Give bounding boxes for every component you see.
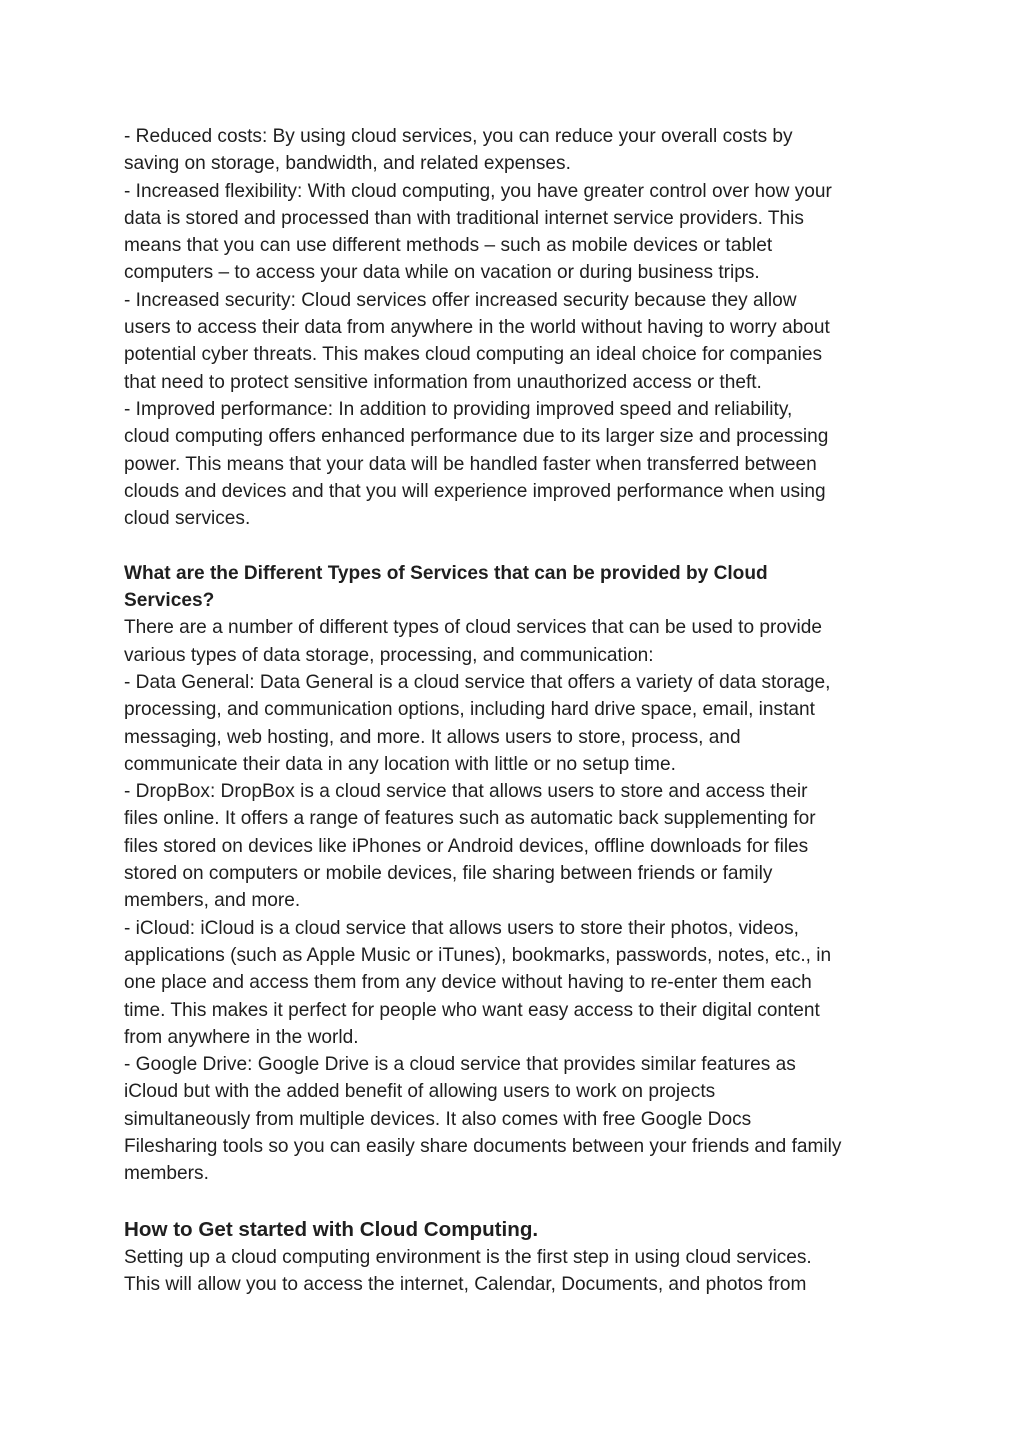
text-line: one place and access them from any device without having to re-enter them each: [124, 972, 812, 994]
intro-paragraph: [124, 614, 904, 669]
text-line: communicate their data in any location with little or no setup time.: [124, 753, 676, 775]
text-line: members.: [124, 1163, 209, 1185]
text-line: clouds and devices and that you will experience improved performance when using: [124, 480, 826, 502]
section-heading-get-started: How to Get started with Cloud Computing.: [124, 1217, 539, 1241]
list-item: [124, 178, 904, 287]
document-body: [124, 123, 904, 1298]
text-line: - iCloud: iCloud is a cloud service that allows users to store their photos, videos,: [124, 917, 799, 939]
list-item: [124, 287, 904, 396]
text-line: processing, and communication options, including hard drive space, email, instant: [124, 699, 815, 721]
text-line: that need to protect sensitive information from unauthorized access or theft.: [124, 371, 762, 393]
list-item: [124, 123, 904, 178]
text-line: - Reduced costs: By using cloud services, you can reduce your overall costs by: [124, 126, 793, 147]
text-line: - Increased flexibility: With cloud computing, you have greater control over how your: [124, 180, 832, 202]
text-line: - Increased security: Cloud services offer increased security because they allow: [124, 289, 797, 311]
text-line: files stored on devices like iPhones or Android devices, offline downloads for files: [124, 835, 809, 857]
services-list: [124, 669, 904, 1188]
text-line: stored on computers or mobile devices, file sharing between friends or family: [124, 863, 773, 885]
list-item: [124, 778, 904, 914]
text-line: - Improved performance: In addition to providing improved speed and reliability,: [124, 398, 793, 420]
text-line: Filesharing tools so you can easily share documents between your friends and family: [124, 1135, 842, 1157]
list-item: [124, 396, 904, 532]
paragraph-spacer: [124, 532, 904, 559]
text-line: messaging, web hosting, and more. It allows users to store, process, and: [124, 726, 741, 748]
text-line: iCloud but with the added benefit of allowing users to work on projects: [124, 1081, 716, 1103]
heading-line: Services?: [124, 590, 215, 612]
text-line: computers – to access your data while on vacation or during business trips.: [124, 262, 760, 284]
get-started-paragraph: [124, 1244, 904, 1299]
text-line: files online. It offers a range of features such as automatic back supplementing for: [124, 808, 816, 830]
text-line: cloud computing offers enhanced performance due to its larger size and processing: [124, 426, 829, 448]
text-line: simultaneously from multiple devices. It also comes with free Google Docs: [124, 1108, 752, 1130]
text-line: - Google Drive: Google Drive is a cloud service that provides similar features as: [124, 1054, 796, 1076]
list-item: [124, 915, 904, 1051]
text-line: means that you can use different methods – such as mobile devices or tablet: [124, 235, 773, 257]
text-line: power. This means that your data will be handled faster when transferred between: [124, 453, 817, 475]
text-line: Setting up a cloud computing environment is the first step in using cloud services.: [124, 1246, 812, 1268]
text-line: users to access their data from anywhere in the world without having to worry about: [124, 317, 830, 339]
benefits-list: [124, 123, 904, 532]
list-item: [124, 1051, 904, 1187]
text-line: applications (such as Apple Music or iTunes), bookmarks, passwords, notes, etc., in: [124, 944, 832, 966]
heading-line: What are the Different Types of Services that can be provided by Cloud: [124, 562, 768, 584]
text-line: There are a number of different types of cloud services that can be used to provide: [124, 617, 823, 639]
text-line: various types of data storage, processing, and communication:: [124, 644, 654, 666]
text-line: - DropBox: DropBox is a cloud service that allows users to store and access their: [124, 781, 808, 803]
text-line: - Data General: Data General is a cloud service that offers a variety of data storage,: [124, 671, 831, 693]
text-line: members, and more.: [124, 890, 301, 912]
text-line: This will allow you to access the internet, Calendar, Documents, and photos from: [124, 1273, 807, 1295]
text-line: potential cyber threats. This makes cloud computing an ideal choice for companies: [124, 344, 823, 366]
text-line: from anywhere in the world.: [124, 1026, 359, 1048]
list-item: [124, 669, 904, 778]
text-line: data is stored and processed than with traditional internet service providers. This: [124, 207, 804, 229]
section-heading-service-types: [124, 560, 904, 615]
text-line: cloud services.: [124, 508, 251, 530]
paragraph-spacer: [124, 1188, 904, 1215]
text-line: time. This makes it perfect for people who want easy access to their digital content: [124, 999, 820, 1021]
text-line: saving on storage, bandwidth, and related expenses.: [124, 153, 571, 175]
